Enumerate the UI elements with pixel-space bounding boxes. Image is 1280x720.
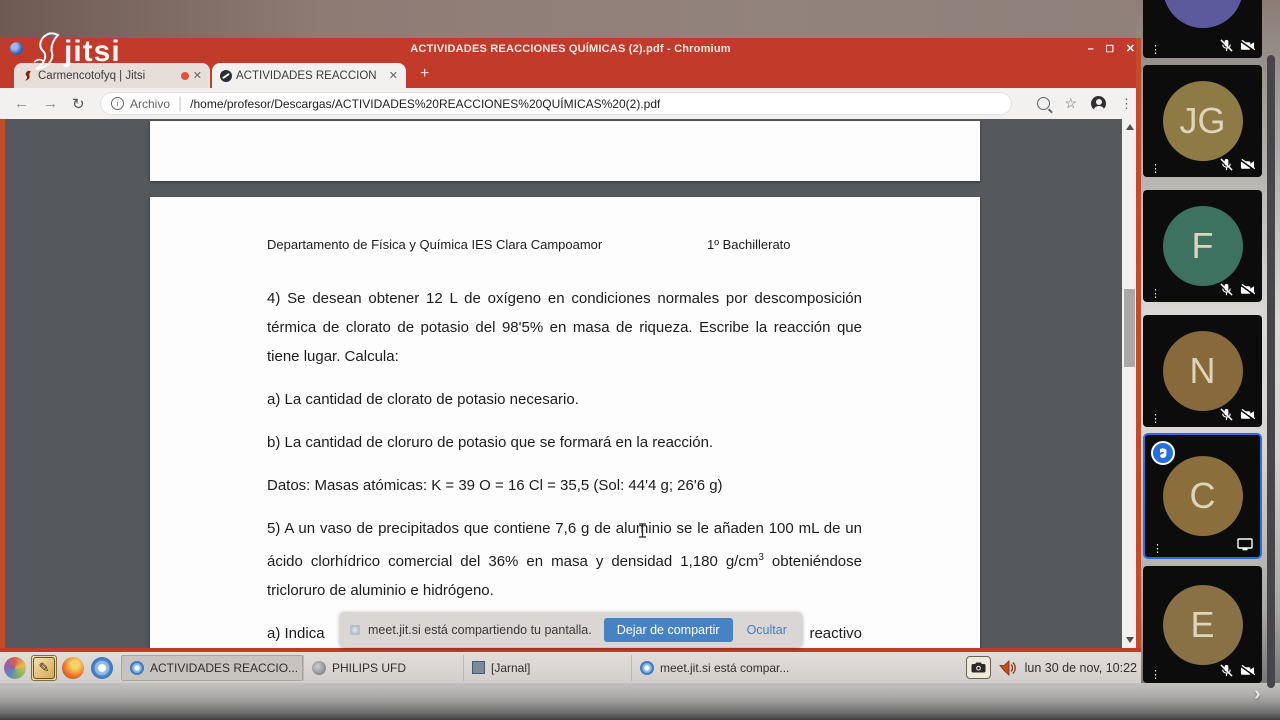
volume-icon[interactable] <box>999 660 1017 676</box>
header-course: 1º Bachillerato <box>707 237 791 252</box>
app-launcher-misc[interactable] <box>2 655 28 681</box>
participant-tile-f[interactable] <box>1143 190 1262 302</box>
chromium-window <box>0 38 1141 651</box>
tile-menu-icon[interactable]: ⋮ <box>1150 288 1161 300</box>
camera-muted-icon <box>1240 409 1255 421</box>
app-launcher-firefox[interactable] <box>60 655 86 681</box>
taskbar-window-pdf[interactable] <box>121 655 303 681</box>
avatar: N <box>1163 331 1243 411</box>
superscript-3: 3 <box>758 552 764 563</box>
taskbar-window-label: ACTIVIDADES REACCIO... <box>150 660 299 675</box>
camera-muted-icon <box>1240 159 1255 171</box>
pdf-page-current <box>150 197 980 652</box>
text-cursor <box>638 523 647 538</box>
video-letterbox-bottom <box>0 683 1280 720</box>
avatar <box>1163 0 1243 28</box>
tile-menu-icon[interactable]: ⋮ <box>1150 163 1161 175</box>
video-letterbox-top <box>0 0 1280 38</box>
participant-tile-jg[interactable] <box>1143 65 1262 177</box>
mic-muted-icon <box>1220 408 1233 421</box>
avatar: E <box>1163 585 1243 665</box>
taskbar-window-label: [Jarnal] <box>491 660 531 675</box>
tile-menu-icon[interactable]: ⋮ <box>1152 543 1163 555</box>
url-separator: | <box>178 94 183 112</box>
question-4a: a) La cantidad de clorato de potasio necesario. <box>267 391 579 408</box>
tab-title: Carmencotofyq | Jitsi <box>38 69 146 82</box>
scroll-down-icon[interactable] <box>1126 637 1134 643</box>
jitsi-logo-icon <box>28 32 62 72</box>
mic-muted-icon <box>1220 283 1233 296</box>
document-header <box>267 237 862 252</box>
taskbar-window-label: PHILIPS UFD <box>332 660 407 675</box>
share-frame-left <box>0 119 5 651</box>
header-department: Departamento de Física y Química IES Clara Campoamor <box>267 237 603 252</box>
minimize-button[interactable]: – <box>1087 42 1094 55</box>
jarnal-notepad-icon: ✎ <box>33 657 55 679</box>
tile-menu-icon[interactable]: ⋮ <box>1150 44 1161 56</box>
reload-icon[interactable]: ↻ <box>72 95 85 113</box>
mic-muted-icon <box>1220 158 1233 171</box>
jitsi-watermark <box>28 32 121 72</box>
question-4: 4) Se desean obtener 12 L de oxígeno en condiciones normales por descomposición térmica de clorato de potasio del 98'5% en masa de riqueza. Escribe la reacción que tiene lugar. Calcula: <box>267 290 862 365</box>
hide-notification-link[interactable]: Ocultar <box>746 622 787 637</box>
tab-title: ACTIVIDADES REACCION <box>236 69 377 82</box>
tile-menu-icon[interactable]: ⋮ <box>1150 413 1161 425</box>
avatar: C <box>1163 456 1243 536</box>
raised-hand-badge <box>1151 441 1175 465</box>
avatar: JG <box>1163 81 1243 161</box>
avatar: F <box>1163 206 1243 286</box>
close-button[interactable]: ✕ <box>1125 42 1135 55</box>
taskbar-window-philips-ufd[interactable] <box>303 655 463 681</box>
firefox-icon <box>62 657 84 679</box>
screen-share-notification <box>340 612 802 647</box>
app-launcher-jarnal[interactable] <box>31 655 57 681</box>
question-4-data: Datos: Masas atómicas: K = 39 O = 16 Cl = 35,5 (Sol: 44'4 g; 26'6 g) <box>267 477 723 494</box>
window-title: ACTIVIDADES REACCIONES QUÍMICAS (2).pdf - Chromium <box>410 43 731 55</box>
page-info-icon[interactable]: i <box>111 97 124 110</box>
taskbar-window-jarnal[interactable] <box>463 655 623 681</box>
participant-tile-e[interactable] <box>1143 566 1262 683</box>
file-scheme-chip: Archivo <box>130 96 171 111</box>
tile-menu-icon[interactable]: ⋮ <box>1150 669 1161 681</box>
participant-tile-n[interactable] <box>1143 315 1262 427</box>
question-5: 5) A un vaso de precipitados que contiene 7,6 g de aluminio se le añaden 100 mL de un ácido clorhídrico comercial del 36% en masa y densidad 1,180 $g/cm^3$ obteniéndose tricloruro de aluminio e hidrógeno. <box>267 520 862 599</box>
pdf-viewer <box>0 119 1141 648</box>
camera-muted-icon <box>1240 40 1255 52</box>
stop-sharing-button[interactable]: Dejar de compartir <box>604 618 733 642</box>
media-indicator-dot <box>181 72 189 80</box>
question-5a: a) Indica reactivo <box>267 625 862 642</box>
new-tab-button[interactable]: + <box>420 65 430 82</box>
taskbar-window-jitsi[interactable] <box>631 655 817 681</box>
tab-pdf-document[interactable] <box>212 63 406 88</box>
chromium-icon <box>130 661 144 675</box>
tab-close-icon[interactable]: ✕ <box>192 70 202 82</box>
maximize-button[interactable]: ❐ <box>1105 43 1114 54</box>
zoom-icon[interactable] <box>1037 97 1050 110</box>
usb-drive-icon <box>312 661 326 675</box>
jarnal-window-icon <box>472 661 485 674</box>
pdf-favicon <box>220 70 232 82</box>
question-4b: b) La cantidad de cloruro de potasio que se formará en la reacción. <box>267 434 714 451</box>
notification-favicon <box>350 625 360 635</box>
chromium-icon <box>640 661 654 675</box>
mic-muted-icon <box>1220 664 1233 677</box>
window-titlebar[interactable] <box>0 38 1141 60</box>
participant-tile-c-active[interactable] <box>1143 433 1262 559</box>
back-icon[interactable]: ← <box>14 95 29 112</box>
filmstrip-scroll-chevron[interactable]: › <box>1254 683 1261 705</box>
url-text[interactable]: /home/profesor/Descargas/ACTIVIDADES%20REACCIONES%20QUÍMICAS%20(2).pdf <box>190 96 661 111</box>
share-message: meet.jit.si está compartiendo tu pantalla. <box>368 622 592 637</box>
taskbar-window-label: meet.jit.si está compar... <box>660 660 790 675</box>
share-frame-right <box>1136 38 1141 651</box>
address-bar[interactable] <box>100 92 1012 115</box>
scrollbar-thumb[interactable] <box>1124 289 1135 367</box>
raised-hand-icon <box>1157 447 1169 459</box>
camera-icon <box>971 662 986 673</box>
screen-share-icon <box>1237 538 1253 551</box>
browser-toolbar <box>0 88 1141 119</box>
browser-menu-icon[interactable]: ⋮ <box>1120 95 1133 111</box>
bookmark-star-icon[interactable]: ☆ <box>1064 95 1077 111</box>
pdf-page-previous <box>150 121 980 181</box>
camera-muted-icon <box>1240 665 1255 677</box>
mic-muted-icon <box>1220 39 1233 52</box>
screenshot-tray-icon[interactable] <box>966 656 991 679</box>
desktop-taskbar <box>0 651 1141 683</box>
app-launcher-chromium[interactable] <box>89 655 115 681</box>
jitsi-watermark-text: jitsi <box>64 35 121 68</box>
filmstrip-scrollbar[interactable] <box>1267 55 1275 688</box>
profile-avatar-icon[interactable] <box>1091 96 1106 111</box>
participant-tile[interactable] <box>1143 0 1262 58</box>
tab-close-icon[interactable]: ✕ <box>388 70 398 82</box>
tab-strip <box>0 60 1141 88</box>
colorful-app-icon <box>4 657 26 679</box>
chromium-icon <box>91 657 113 679</box>
scroll-up-icon[interactable] <box>1126 124 1134 130</box>
pdf-scrollbar[interactable] <box>1122 119 1137 648</box>
forward-icon[interactable]: → <box>43 95 58 112</box>
taskbar-clock[interactable]: lun 30 de nov, 10:22 <box>1024 660 1137 675</box>
camera-muted-icon <box>1240 284 1255 296</box>
